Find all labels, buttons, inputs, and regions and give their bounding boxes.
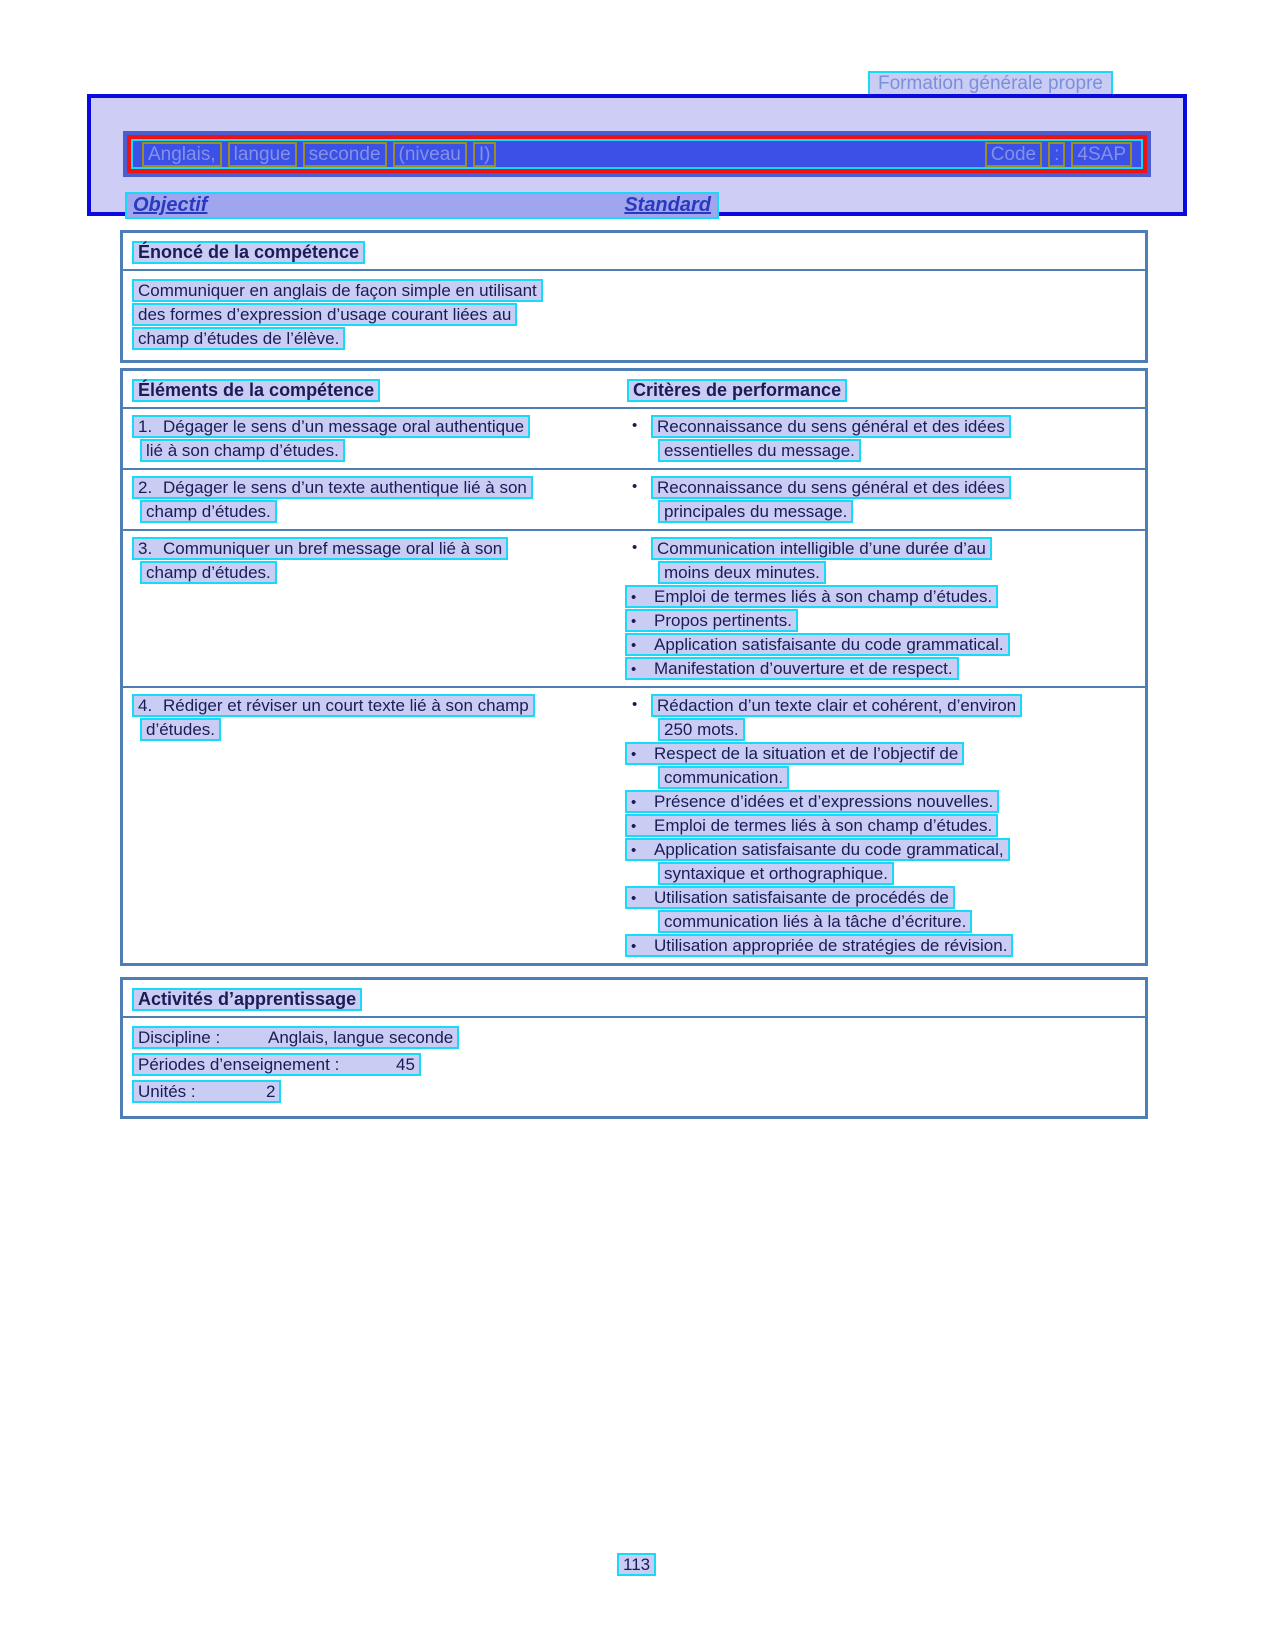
bullet-icon: • <box>631 637 637 654</box>
element-cell <box>123 415 618 463</box>
activity-value: Anglais, langue seconde <box>268 1028 454 1047</box>
activity-row <box>132 1053 1136 1076</box>
criteria-line: • Utilisation appropriée de stratégies de révision. <box>625 934 1145 957</box>
title-word: Code <box>985 142 1042 167</box>
table-enonce-title: Énoncé de la compétence <box>132 241 365 264</box>
bullet-icon: • <box>631 589 637 606</box>
criteria-line: essentielles du message. <box>625 439 1145 462</box>
bullet-icon: • <box>632 478 638 495</box>
activity-row <box>132 1026 1136 1049</box>
criteria-line: principales du message. <box>625 500 1145 523</box>
column-header-criteres: Critères de performance <box>627 379 1136 402</box>
text-line: champ d’études de l’élève. <box>132 327 1136 350</box>
text-line: Communiquer en anglais de façon simple en utilisant <box>132 279 1136 302</box>
element-line: 2. Dégager le sens d’un texte authentique lié à son <box>132 476 618 499</box>
table-activites <box>120 977 1148 1119</box>
title-bar-inner <box>131 139 1143 169</box>
title-word: : <box>1048 142 1065 167</box>
criteria-line: communication liés à la tâche d’écriture. <box>625 910 1145 933</box>
criteria-cell <box>618 694 1145 958</box>
criteria-line: syntaxique et orthographique. <box>625 862 1145 885</box>
criteria-line: communication. <box>625 766 1145 789</box>
bullet-icon: • <box>631 794 637 811</box>
criteria-line: • Manifestation d’ouverture et de respect. <box>625 657 1145 680</box>
title-word: seconde <box>303 142 387 167</box>
activity-label: Discipline : <box>138 1028 221 1047</box>
criteria-line: • Rédaction d’un texte clair et cohérent, d’environ <box>625 694 1145 717</box>
bullet-icon: • <box>632 696 638 713</box>
criteria-line: • Application satisfaisante du code grammatical. <box>625 633 1145 656</box>
bullet-icon: • <box>632 539 638 556</box>
criteria-cell <box>618 415 1145 463</box>
table-activites-header <box>123 980 1145 1018</box>
table-elements-header <box>123 371 1145 409</box>
table-row <box>123 531 1145 688</box>
criteria-line: • Reconnaissance du sens général et des idées <box>625 415 1145 438</box>
table-enonce-competence <box>120 230 1148 363</box>
column-header-elements: Éléments de la compétence <box>132 379 627 402</box>
subheader-objectif: Objectif <box>133 194 208 216</box>
table-row <box>123 688 1145 963</box>
table-activites-body <box>123 1018 1145 1116</box>
title-word: 4SAP <box>1071 142 1132 167</box>
activity-value: 2 <box>266 1082 276 1101</box>
subheader-row <box>125 192 719 219</box>
bullet-icon: • <box>631 938 637 955</box>
bullet-icon: • <box>631 890 637 907</box>
element-cell <box>123 476 618 524</box>
activity-value: 45 <box>396 1055 415 1074</box>
item-number: 3. <box>138 539 153 558</box>
text-line: des formes d’expression d’usage courant liées au <box>132 303 1136 326</box>
criteria-line: • Respect de la situation et de l’objectif de <box>625 742 1145 765</box>
bullet-icon: • <box>631 661 637 678</box>
table-enonce-body <box>123 271 1145 360</box>
criteria-line: • Présence d’idées et d’expressions nouvelles. <box>625 790 1145 813</box>
title-word: Anglais, <box>142 142 222 167</box>
criteria-line: • Communication intelligible d’une durée d’au <box>625 537 1145 560</box>
element-line: 3. Communiquer un bref message oral lié à son <box>132 537 618 560</box>
bullet-icon: • <box>631 746 637 763</box>
table-elements-rows <box>123 409 1145 963</box>
title-word: langue <box>228 142 297 167</box>
criteria-line: moins deux minutes. <box>625 561 1145 584</box>
activity-label: Unités : <box>138 1082 196 1101</box>
table-row <box>123 470 1145 531</box>
item-number: 4. <box>138 696 153 715</box>
title-word: I) <box>473 142 497 167</box>
table-enonce-header <box>123 233 1145 271</box>
element-line: 4. Rédiger et réviser un court texte lié à son champ <box>132 694 618 717</box>
table-elements-competence <box>120 368 1148 966</box>
element-cell <box>123 694 618 958</box>
course-code-words <box>982 142 1135 167</box>
element-line: champ d’études. <box>132 500 618 523</box>
item-number: 1. <box>138 417 153 436</box>
bullet-icon: • <box>631 818 637 835</box>
bullet-icon: • <box>631 613 637 630</box>
element-line: champ d’études. <box>132 561 618 584</box>
criteria-line: • Utilisation satisfaisante de procédés de <box>625 886 1145 909</box>
bullet-icon: • <box>631 842 637 859</box>
criteria-line: • Propos pertinents. <box>625 609 1145 632</box>
element-line: 1. Dégager le sens d’un message oral authentique <box>132 415 618 438</box>
criteria-line: • Emploi de termes liés à son champ d’études. <box>625 585 1145 608</box>
criteria-line: • Application satisfaisante du code grammatical, <box>625 838 1145 861</box>
activity-row <box>132 1080 1136 1103</box>
bullet-icon: • <box>632 417 638 434</box>
title-word: (niveau <box>393 142 467 167</box>
criteria-cell <box>618 476 1145 524</box>
criteria-line: • Emploi de termes liés à son champ d’études. <box>625 814 1145 837</box>
criteria-line: 250 mots. <box>625 718 1145 741</box>
course-title-words <box>139 142 499 167</box>
top-note-text: Formation générale propre <box>878 73 1103 94</box>
subheader-standard: Standard <box>624 194 711 216</box>
criteria-line: • Reconnaissance du sens général et des idées <box>625 476 1145 499</box>
course-title-bar <box>123 131 1151 177</box>
element-line: lié à son champ d’études. <box>132 439 618 462</box>
element-cell <box>123 537 618 681</box>
title-bar-red-frame <box>127 135 1147 173</box>
table-activites-title: Activités d’apprentissage <box>132 988 362 1011</box>
table-row <box>123 409 1145 470</box>
criteria-cell <box>618 537 1145 681</box>
element-line: d’études. <box>132 718 618 741</box>
item-number: 2. <box>138 478 153 497</box>
activity-label: Périodes d’enseignement : <box>138 1055 340 1074</box>
page-number: 113 <box>617 1553 656 1576</box>
